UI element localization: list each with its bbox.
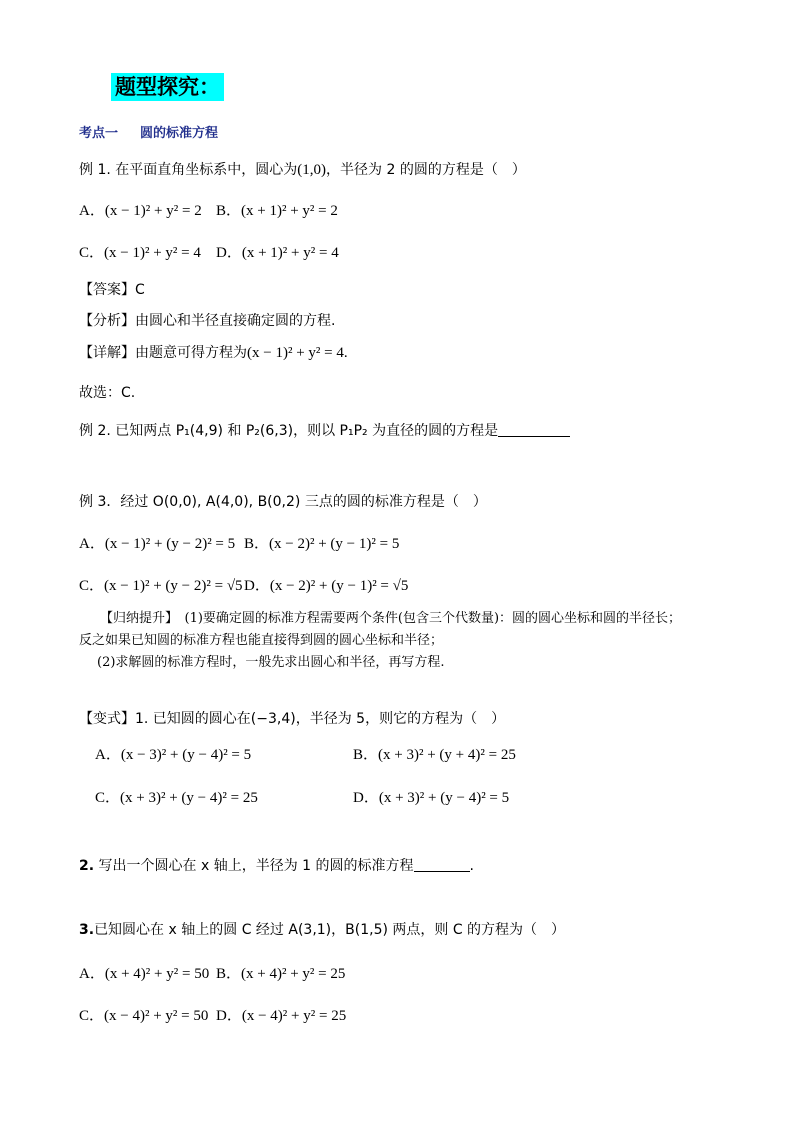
ex2-answer-blank[interactable] [498,422,570,437]
ex1-stem2: ，半径为 2 的圆的方程是（ ） [326,162,526,178]
var3-option-b: B．(x + 4)² + y² = 25 [216,966,346,982]
var2-answer-blank[interactable] [414,857,470,872]
answer-analysis: 【分析】由圆心和半径直接确定圆的方程. [79,313,336,329]
ex3-option-c: C．(x − 1)² + (y − 2)² = √5 [79,578,243,594]
ex1-stem: 例 1. 在平面直角坐标系中，圆心为 [79,162,298,178]
summary-line-3: (2)求解圆的标准方程时，一般先求出圆心和半径，再写方程. [97,655,445,670]
answer-detail-line [79,342,348,362]
answer-detail-equation: (x − 1)² + y² = 4. [247,345,348,361]
var2-tail: . [469,858,474,874]
ex1-stem-line [79,159,526,179]
var1-option-d: D．(x + 3)² + (y − 4)² = 5 [353,790,510,806]
var1-option-b: B．(x + 3)² + (y + 4)² = 25 [353,747,516,763]
summary-line-1: 【归纳提升】 (1)要确定圆的标准方程需要两个条件(包含三个代数量)：圆的圆心坐标和圆的半径长； [100,611,682,626]
var3-number: 3. [79,922,95,938]
ex3-option-d: D．(x − 2)² + (y − 1)² = √5 [244,578,409,594]
var3-option-a: A．(x + 4)² + y² = 50 [79,966,210,982]
ex2-line [79,420,570,440]
var2-line [79,855,474,875]
ex2-stem: 例 2. 已知两点 P₁(4,9) 和 P₂(6,3)，则以 P₁P₂ 为直径的圆的方程是 [79,423,499,439]
kaodian-heading [79,122,218,141]
ex1-option-d: D．(x + 1)² + y² = 4 [216,245,339,261]
var3-option-d: D．(x − 4)² + y² = 25 [216,1008,347,1024]
var3-line [79,919,565,939]
answer-detail-prefix: 【详解】由题意可得方程为 [79,345,247,361]
ex1-option-b: B．(x + 1)² + y² = 2 [216,203,338,219]
var1-stem: 【变式】1. 已知圆的圆心在(−3,4)，半径为 5，则它的方程为（ ） [79,711,506,727]
ex3-option-b: B．(x − 2)² + (y − 1)² = 5 [244,536,400,552]
var1-option-c: C．(x + 3)² + (y − 4)² = 25 [95,790,258,806]
ex1-option-a: A．(x − 1)² + y² = 2 [79,203,202,219]
answer-choice: 故选：C. [79,385,136,401]
var2-stem: 写出一个圆心在 x 轴上，半径为 1 的圆的标准方程 [98,858,414,874]
kaodian-label: 考点一 [79,126,119,141]
var2-number: 2. [79,858,95,874]
kaodian-topic: 圆的标准方程 [140,126,219,141]
var3-option-c: C．(x − 4)² + y² = 50 [79,1008,209,1024]
section-title: 题型探究： [111,73,224,101]
answer-label: 【答案】C [79,282,145,298]
summary-line-2: 反之如果已知圆的标准方程也能直接得到圆的圆心坐标和半径； [79,633,444,648]
ex1-option-c: C．(x − 1)² + y² = 4 [79,245,201,261]
var3-stem: 已知圆心在 x 轴上的圆 C 经过 A(3,1)，B(1,5) 两点，则 C 的方程为（ ） [94,922,566,938]
ex3-stem: 例 3．经过 O(0,0), A(4,0), B(0,2) 三点的圆的标准方程是（ ） [79,494,487,510]
var1-option-a: A．(x − 3)² + (y − 4)² = 5 [95,747,252,763]
ex1-center: (1,0) [297,162,327,178]
ex3-option-a: A．(x − 1)² + (y − 2)² = 5 [79,536,236,552]
